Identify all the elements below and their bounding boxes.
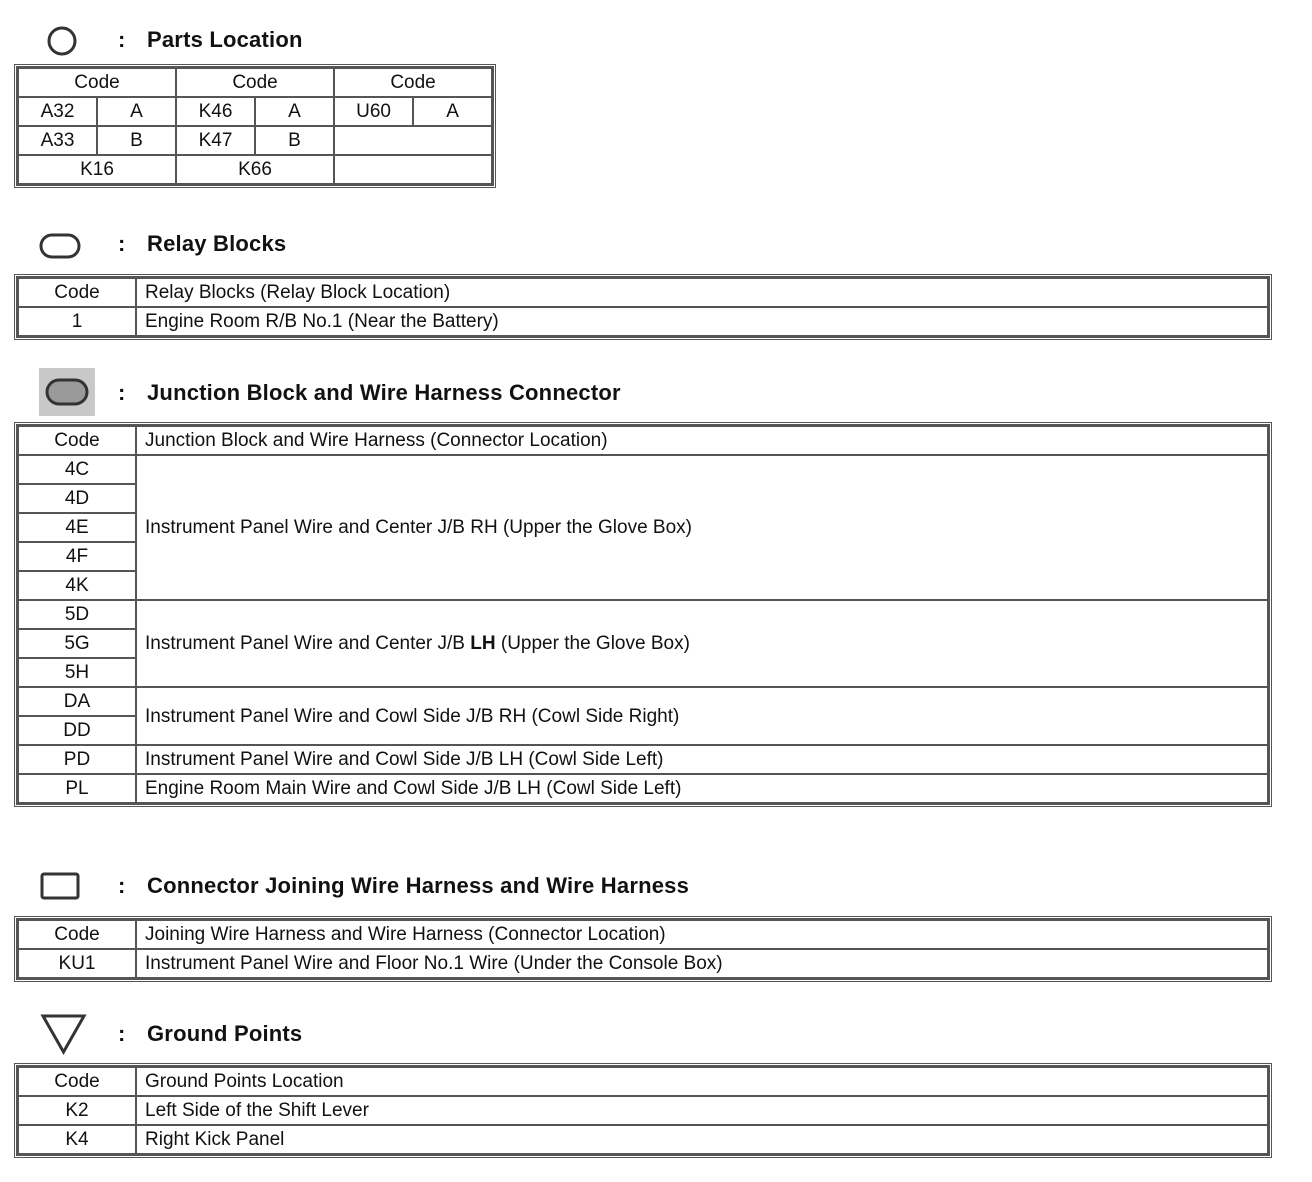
part-code: A33: [18, 126, 97, 155]
table-header-row: [18, 1067, 1268, 1096]
ground-points-heading: [0, 1008, 1312, 1058]
connector-code: 4F: [18, 542, 136, 571]
connector-code: DD: [18, 716, 136, 745]
table-row: [18, 745, 1268, 774]
square-icon: [38, 870, 84, 904]
parts-location-title: Parts Location: [147, 27, 303, 52]
connector-location-bold: LH: [470, 633, 496, 654]
header-code: Code: [18, 1067, 136, 1096]
connector-location: Engine Room Main Wire and Cowl Side J/B LH (Cowl Side Left): [136, 774, 1268, 803]
connector-joining-table: [17, 919, 1269, 979]
joining-code: KU1: [18, 949, 136, 978]
ground-points-title: Ground Points: [147, 1021, 303, 1046]
connector-code: PL: [18, 774, 136, 803]
connector-code: DA: [18, 687, 136, 716]
table-row: [18, 949, 1268, 978]
relay-blocks-heading: [0, 222, 1312, 272]
relay-blocks-colon: :: [118, 231, 126, 256]
ground-location: Right Kick Panel: [136, 1125, 1268, 1154]
connector-code: PD: [18, 745, 136, 774]
triangle-down-icon: [40, 1012, 88, 1056]
rounded-rect-icon: [38, 230, 84, 262]
joining-location: Instrument Panel Wire and Floor No.1 Wire (Under the Console Box): [136, 949, 1268, 978]
connector-location: Instrument Panel Wire and Cowl Side J/B LH (Cowl Side Left): [136, 745, 1268, 774]
connector-code: 5D: [18, 600, 136, 629]
empty-cell: [334, 155, 492, 184]
table-row: [18, 97, 492, 126]
connector-location-suffix: (Upper the Glove Box): [495, 633, 690, 654]
connector-location-prefix: Instrument Panel Wire and Center J/B: [145, 633, 471, 654]
table-row: [18, 126, 492, 155]
table-header-row: [18, 426, 1268, 455]
connector-code: 4C: [18, 455, 136, 484]
table-row: [18, 155, 492, 184]
parts-location-heading: [0, 18, 1312, 68]
part-code: K47: [176, 126, 255, 155]
part-letter: A: [413, 97, 492, 126]
header-location: Ground Points Location: [136, 1067, 1268, 1096]
connector-location: Instrument Panel Wire and Center J/B RH (Upper the Glove Box): [136, 455, 1268, 600]
header-code: Code: [176, 68, 334, 97]
parts-location-colon: :: [118, 27, 126, 52]
ground-location: Left Side of the Shift Lever: [136, 1096, 1268, 1125]
relay-location: Engine Room R/B No.1 (Near the Battery): [136, 307, 1268, 336]
table-row: [18, 600, 1268, 629]
header-location: Relay Blocks (Relay Block Location): [136, 278, 1268, 307]
table-row: [18, 687, 1268, 716]
junction-block-heading: [0, 368, 1312, 418]
header-code: Code: [18, 426, 136, 455]
parts-location-table: [17, 67, 493, 185]
junction-block-table: [17, 425, 1269, 804]
ground-points-colon: :: [118, 1021, 126, 1046]
connector-code: 4K: [18, 571, 136, 600]
header-location: Junction Block and Wire Harness (Connector Location): [136, 426, 1268, 455]
part-letter: B: [97, 126, 176, 155]
header-code: Code: [18, 278, 136, 307]
table-header-row: [18, 920, 1268, 949]
header-code: Code: [334, 68, 492, 97]
shaded-rounded-rect-icon: [39, 368, 95, 416]
header-location: Joining Wire Harness and Wire Harness (Connector Location): [136, 920, 1268, 949]
table-row: [18, 1096, 1268, 1125]
table-row: [18, 307, 1268, 336]
ground-points-table: [17, 1066, 1269, 1155]
connector-code: 4E: [18, 513, 136, 542]
relay-code: 1: [18, 307, 136, 336]
part-letter: A: [97, 97, 176, 126]
connector-code: 5G: [18, 629, 136, 658]
header-code: Code: [18, 68, 176, 97]
connector-joining-title: Connector Joining Wire Harness and Wire Harness: [147, 873, 690, 898]
table-row: [18, 1125, 1268, 1154]
connector-location: [136, 600, 1268, 687]
connector-joining-heading: [0, 862, 1312, 912]
header-code: Code: [18, 920, 136, 949]
junction-block-colon: :: [118, 380, 126, 405]
part-code: K46: [176, 97, 255, 126]
connector-code: 5H: [18, 658, 136, 687]
connector-location: Instrument Panel Wire and Cowl Side J/B RH (Cowl Side Right): [136, 687, 1268, 745]
part-code: U60: [334, 97, 413, 126]
connector-code: 4D: [18, 484, 136, 513]
table-header-row: [18, 68, 492, 97]
relay-blocks-title: Relay Blocks: [147, 231, 287, 256]
part-code: K16: [18, 155, 176, 184]
empty-cell: [334, 126, 492, 155]
connector-joining-colon: :: [118, 873, 126, 898]
part-letter: B: [255, 126, 334, 155]
circle-icon: [46, 25, 80, 59]
table-header-row: [18, 278, 1268, 307]
part-code: A32: [18, 97, 97, 126]
ground-code: K4: [18, 1125, 136, 1154]
part-code: K66: [176, 155, 334, 184]
junction-block-title: Junction Block and Wire Harness Connector: [147, 380, 621, 405]
relay-blocks-table: [17, 277, 1269, 337]
part-letter: A: [255, 97, 334, 126]
table-row: [18, 774, 1268, 803]
ground-code: K2: [18, 1096, 136, 1125]
table-row: [18, 455, 1268, 484]
